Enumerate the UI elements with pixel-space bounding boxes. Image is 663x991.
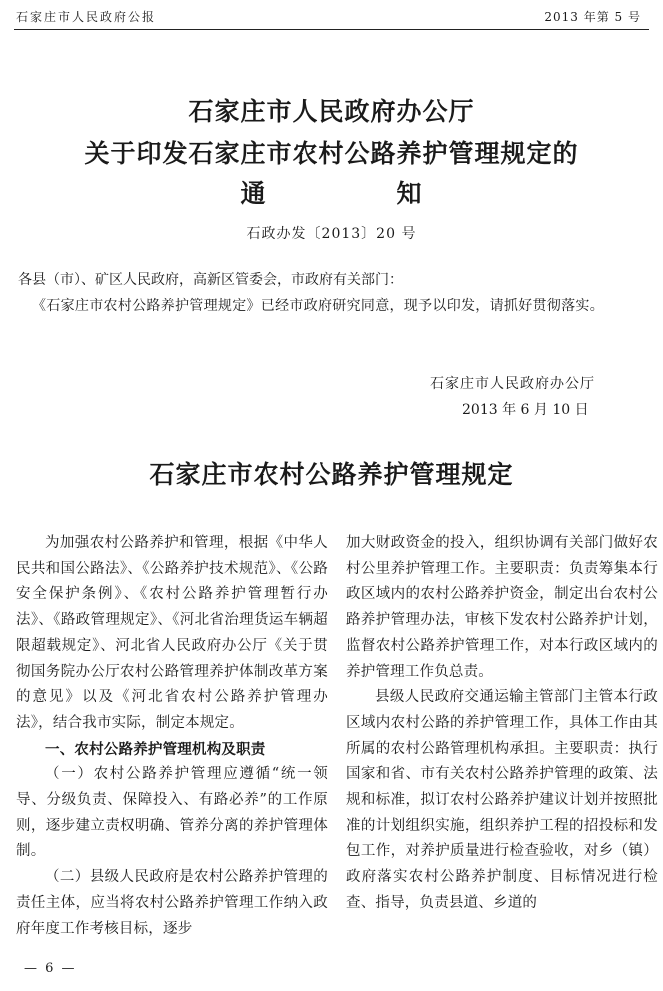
notice-title-line-1: 石家庄市人民政府办公厅 [188,97,475,126]
issue-number: 2013 年第 5 号 [544,10,641,24]
left-column [16,531,328,942]
paragraph-item-2: （二）县级人民政府是农村公路养护管理的责任主体，应当将农村公路养护管理工作纳入政府年度工作考核目标，逐步 [16,869,328,937]
paragraph-item-2-cont: 加大财政资金的投入，组织协调有关部门做好农村公里养护管理工作。主要职责：负责筹集本行政区域内的农村公路养护资金，制定出台农村公路养护管理办法，审核下发农村公路养护计划，监督农村公路养护管理工作，对本行政区域内的养护管理工作负总责。 [346,535,658,680]
notice-title-char-2: 知 [396,179,423,208]
sign-date: 2013 年 6 月 10 日 [462,402,589,418]
signer: 石家庄市人民政府办公厅 [430,376,595,392]
document-number: 石政办发〔2013〕20 号 [246,226,417,242]
regulation-title: 石家庄市农村公路养护管理规定 [149,460,514,489]
page-number: — 6 — [24,961,77,976]
publication-name: 石家庄市人民政府公报 [16,10,157,24]
paragraph-intro: 为加强农村公路养护和管理，根据《中华人民共和国公路法》、《公路养护技术规范》、《公路安全保护条例》、《农村公路养护管理暂行办法》、《路政管理规定》、《河北省治理货运车辆超限超载规定》、河北省人民政府办公厅《关于贯彻国务院办公厅农村公路管理养护体制改革方案的意见》以及《河北省农村公路养护管理办法》，结合我市实际，制定本规定。 [16,535,328,731]
paragraph-county-dept: 县级人民政府交通运输主管部门主管本行政区域内农村公路的养护管理工作，具体工作由其所属的农村公路管理机构承担。主要职责：执行国家和省、市有关农村公路养护管理的政策、法规和标准，拟订农村公路养护建议计划并按照批准的计划组织实施，组织养护工程的招投标和发包工作，对养护质量进行检查验收，对乡（镇）政府落实农村公路养护制度、目标情况进行检查、指导，负责县道、乡道的 [346,689,658,911]
notice-body: 《石家庄市农村公路养护管理规定》已经市政府研究同意，现予以印发，请抓好贯彻落实。 [32,298,604,314]
right-column [346,531,658,917]
paragraph-item-1: （一）农村公路养护管理应遵循“统一领导、分级负责、保障投入、有路必养”的工作原则，逐步建立责权明确、管养分离的养护管理体制。 [16,766,328,860]
notice-title-char-1: 通 [240,179,267,208]
notice-title-line-3 [0,174,663,210]
header-divider [14,29,649,30]
addressee: 各县（市）、矿区人民政府，高新区管委会，市政府有关部门： [18,272,403,288]
notice-title-line-2: 关于印发石家庄市农村公路养护管理规定的 [84,139,579,168]
section-heading-1: 一、农村公路养护管理机构及职责 [45,740,266,758]
